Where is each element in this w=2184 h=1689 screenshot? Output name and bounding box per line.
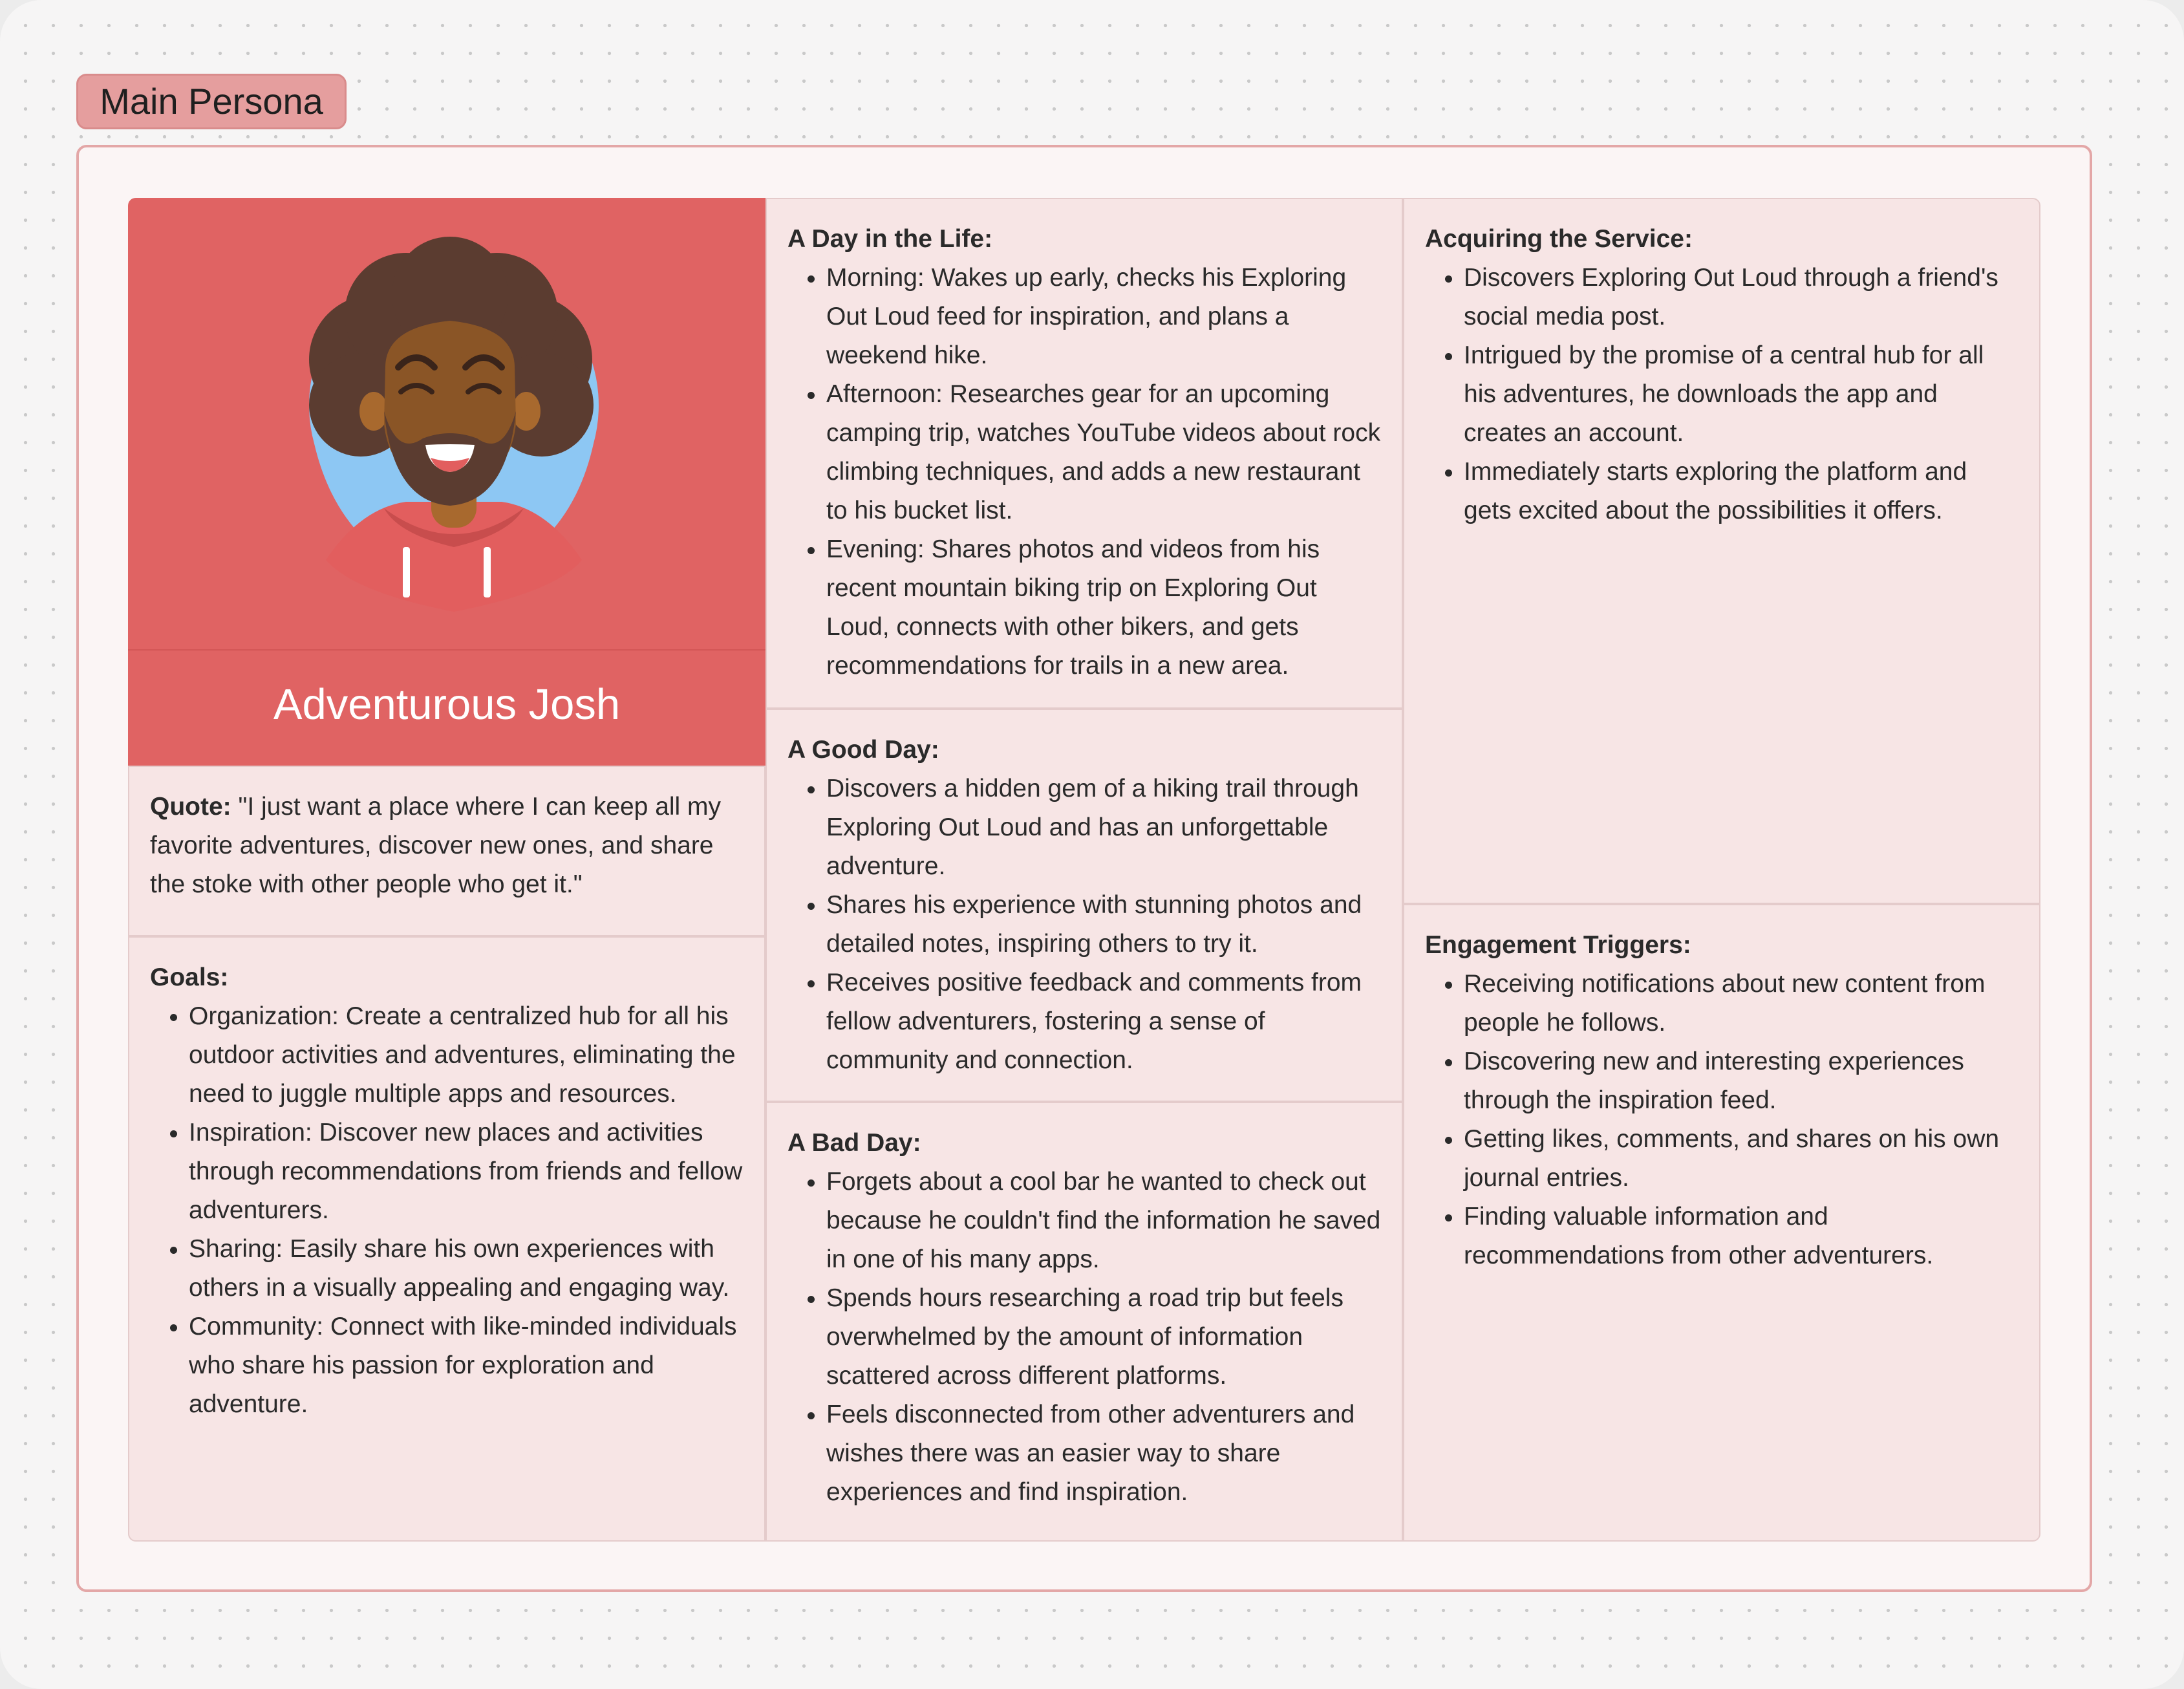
list-item: • Community: Connect with like-minded individuals who share his passion for exploration and adventure. <box>189 1307 744 1424</box>
quote-text: "I just want a place where I can keep all my favorite adventures, discover new ones, and share the stoke with other people who get it." <box>150 793 722 898</box>
list-item: • Receiving notifications about new content from people he follows. <box>1464 965 2018 1042</box>
goals-heading: Goals: <box>150 963 229 991</box>
acquiring-card <box>1403 198 2040 904</box>
bad-day-card <box>765 1102 1403 1542</box>
list-item: • Morning: Wakes up early, checks his Exploring Out Loud feed for inspiration, and plans a weekend hike. <box>826 259 1381 375</box>
list-item: • Discovering new and interesting experiences through the inspiration feed. <box>1464 1042 2018 1120</box>
engagement-list <box>1425 965 2018 1275</box>
good-day-list <box>787 769 1381 1080</box>
list-item: • Organization: Create a centralized hub for all his outdoor activities and adventures, eliminating the need to juggle multiple apps and resources. <box>189 997 744 1113</box>
list-item: • Feels disconnected from other adventurers and wishes there was an easier way to share experiences and find inspiration. <box>826 1395 1381 1512</box>
goals-card <box>128 936 765 1542</box>
list-item: • Shares his experience with stunning photos and detailed notes, inspiring others to try it. <box>826 886 1381 963</box>
persona-avatar-panel <box>128 198 765 649</box>
engagement-heading: Engagement Triggers: <box>1425 931 1691 959</box>
list-item: • Getting likes, comments, and shares on his own journal entries. <box>1464 1120 2018 1198</box>
acquiring-list <box>1425 259 2018 530</box>
list-item: • Spends hours researching a road trip but feels overwhelmed by the amount of information scattered across different platforms. <box>826 1279 1381 1395</box>
bad-day-list <box>787 1163 1381 1512</box>
good-day-card <box>765 709 1403 1102</box>
engagement-card <box>1403 904 2040 1542</box>
quote-card <box>128 766 765 936</box>
list-item: • Sharing: Easily share his own experiences with others in a visually appealing and engaging way. <box>189 1230 744 1307</box>
goals-list <box>150 997 744 1424</box>
smiling-man-avatar-icon <box>128 198 765 649</box>
list-item: • Discovers a hidden gem of a hiking trail through Exploring Out Loud and has an unforgettable adventure. <box>826 769 1381 886</box>
list-item: • Finding valuable information and recommendations from other adventurers. <box>1464 1198 2018 1275</box>
acquiring-heading: Acquiring the Service: <box>1425 225 1693 253</box>
good-day-heading: A Good Day: <box>787 736 939 764</box>
persona-name: Adventurous Josh <box>128 649 765 766</box>
section-tag[interactable]: Main Persona <box>76 74 347 129</box>
day-in-life-card <box>765 198 1403 709</box>
quote-label: Quote: <box>150 793 231 821</box>
list-item: • Inspiration: Discover new places and activities through recommendations from friends and fellow adventurers. <box>189 1113 744 1230</box>
list-item: • Intrigued by the promise of a central hub for all his adventures, he downloads the app and creates an account. <box>1464 336 2018 453</box>
bad-day-heading: A Bad Day: <box>787 1129 921 1157</box>
list-item: • Discovers Exploring Out Loud through a friend's social media post. <box>1464 259 2018 336</box>
list-item: • Immediately starts exploring the platform and gets excited about the possibilities it offers. <box>1464 453 2018 530</box>
list-item: • Evening: Shares photos and videos from his recent mountain biking trip on Exploring Out Loud, connects with other bikers, and gets recommendations for trails in a new area. <box>826 530 1381 685</box>
list-item: • Receives positive feedback and comments from fellow adventurers, fostering a sense of community and connection. <box>826 963 1381 1080</box>
day-in-life-list <box>787 259 1381 685</box>
day-in-life-heading: A Day in the Life: <box>787 225 993 253</box>
persona-quote <box>150 788 744 904</box>
list-item: • Afternoon: Researches gear for an upcoming camping trip, watches YouTube videos about rock climbing techniques, and adds a new restaurant to his bucket list. <box>826 375 1381 530</box>
list-item: • Forgets about a cool bar he wanted to check out because he couldn't find the information he saved in one of his many apps. <box>826 1163 1381 1279</box>
